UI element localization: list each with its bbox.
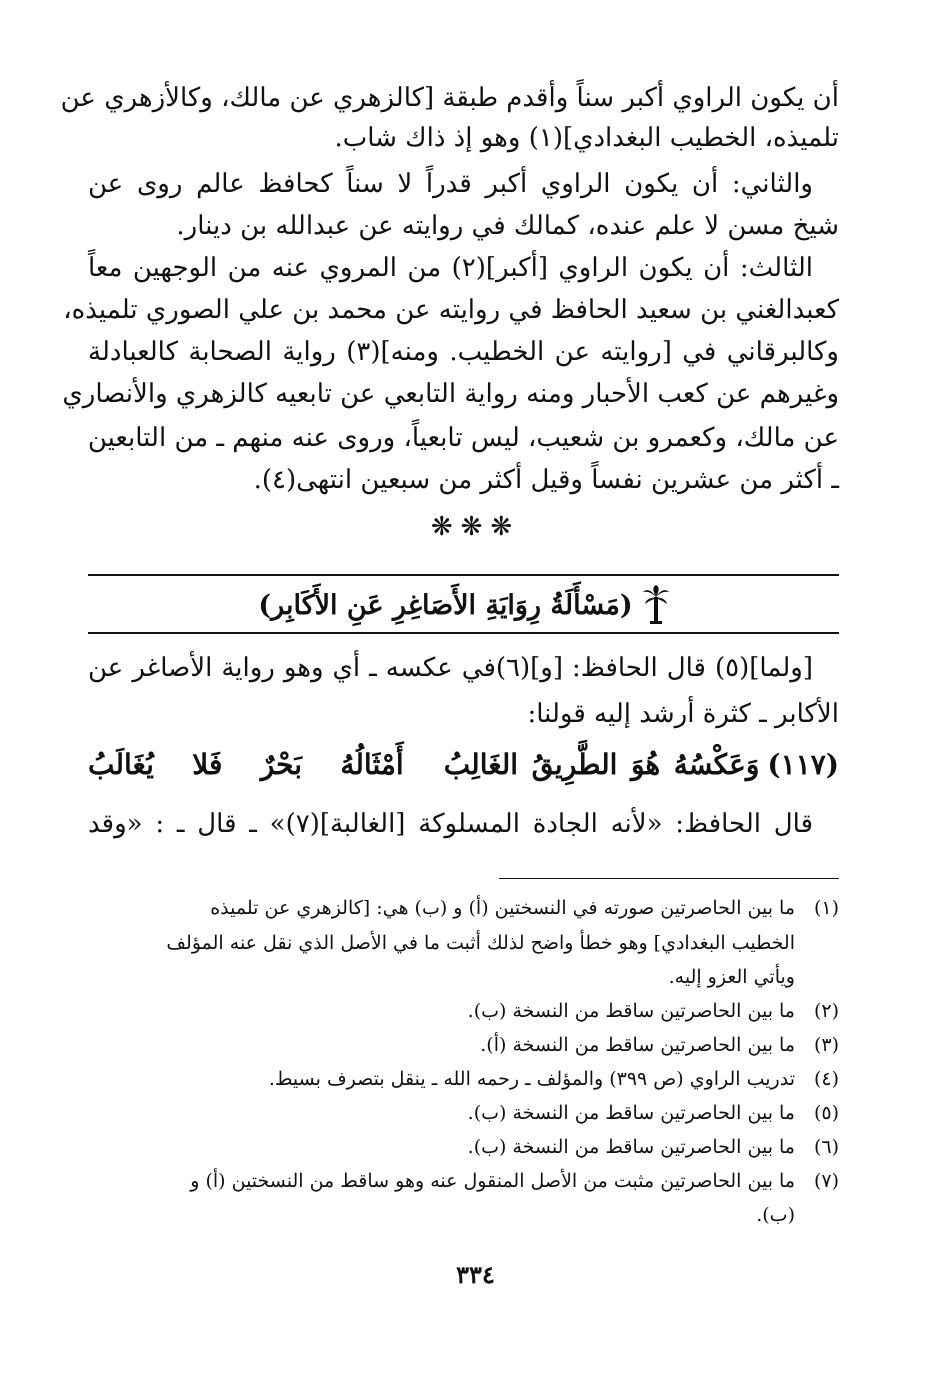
body-line: أن يكون الراوي أكبر سناً وأقدم طبقة [كالزهري عن مالك، وكالأزهري عن [60,83,839,113]
body-line: والثاني: أن يكون الراوي أكبر قدراً لا سناً كحافظ عالم روى عن [88,169,813,199]
footnote-continuation: ويأتي العزو إليه. [668,966,795,988]
footnote [88,995,839,1028]
body-line: شيخ مسن لا علم عنده، كمالك في روايته عن عبدالله بن دينار. [176,211,839,241]
body-line: وغيرهم عن كعب الأحبار ومنه رواية التابعي عن تابعيه كالزهري والأنصاري [62,379,839,409]
verse-number: (١١٧) [767,747,839,781]
footnote [88,1165,839,1198]
footnote-number: (٦) [813,1136,839,1158]
palm-ornament-icon [643,585,669,625]
footnote-separator [499,878,839,879]
body-line: ـ أكثر من عشرين نفساً وقيل أكثر من سبعين انتهى(٤). [253,465,839,495]
footnote-text: ما بين الحاصرتين ساقط من النسخة (ب). [467,1102,795,1124]
body-line: كعبدالغني بن سعيد الحافظ في روايته عن محمد بن علي الصوري تلميذه، [63,295,839,325]
footnote-number: (٣) [813,1034,839,1056]
body-line: الثالث: أن يكون الراوي [أكبر](٢) من المروي عنه من الوجهين معاً [88,253,814,283]
body-line: قال الحافظ: «لأنه الجادة المسلوكة [الغالبة](٧)» ـ قال ـ : «وقد [88,809,813,839]
footnote [88,892,839,925]
body-line: [ولما](٥) قال الحافظ: [و](٦)في عكسه ـ أي وهو رواية الأصاغر عن [88,653,813,683]
body-line: وكالبرقاني في [روايته عن الخطيب. ومنه](٣) رواية الصحابة كالعبادلة [88,337,839,367]
footnote-number: (٢) [813,1000,839,1022]
footnote-text: ما بين الحاصرتين ساقط من النسخة (ب). [467,1136,795,1158]
heading-bottom-rule [88,632,839,634]
page-number: ٣٣٤ [456,1260,495,1289]
footnote-text: ما بين الحاصرتين ساقط من النسخة (أ). [480,1034,795,1056]
footnote [88,1063,839,1096]
footnote-number: (٤) [813,1068,839,1090]
body-line: الأكابر ـ كثرة أرشد إليه قولنا: [527,699,839,729]
footnote-text: ما بين الحاصرتين ساقط من النسخة (ب). [467,1000,795,1022]
footnote-number: (٥) [813,1102,839,1124]
footnote-text: ما بين الحاصرتين مثبت من الأصل المنقول عنه وهو ساقط من النسختين (أ) و [190,1170,795,1192]
footnote [88,1131,839,1164]
footnote-continuation: (ب). [756,1204,795,1226]
footnote-number: (٧) [813,1170,839,1192]
poem-verse [88,742,839,786]
footnote-continuation: الخطيب البغدادي] وهو خطأ واضح لذلك أثبت ما في الأصل الذي نقل عنه المؤلف [166,932,795,954]
footnote-number: (١) [813,897,839,919]
footnote-text: ما بين الحاصرتين صورته في النسختين (أ) و (ب) هي: [كالزهري عن تلميذه [210,897,795,919]
body-line: تلميذه، الخطيب البغدادي](١) وهو إذ ذاك شاب. [334,123,839,153]
heading-top-rule [88,574,839,576]
footnote [88,1029,839,1062]
verse-second-hemistich: أَمْثَالُهُ بَحْرٌ فَلا يُغَالَبُ [88,747,404,781]
verse-first-hemistich: وَعَكْسُهُ هُوَ الطَّرِيقُ الغَالِبُ [443,747,760,781]
section-separator: ❋❋❋ [430,512,521,542]
body-line: عن مالك، وكعمرو بن شعيب، ليس تابعياً، وروى عنه منهم ـ من التابعين [87,423,839,453]
heading-title: (مَسْأَلَةُ رِوَايَةِ الأَصَاغِرِ عَنِ الأَكَابِر) [258,589,633,621]
section-heading [88,582,839,628]
footnote [88,1097,839,1130]
footnote-text: تدريب الراوي (ص ٣٩٩) والمؤلف ـ رحمه الله ـ ينقل بتصرف بسيط. [268,1068,795,1090]
